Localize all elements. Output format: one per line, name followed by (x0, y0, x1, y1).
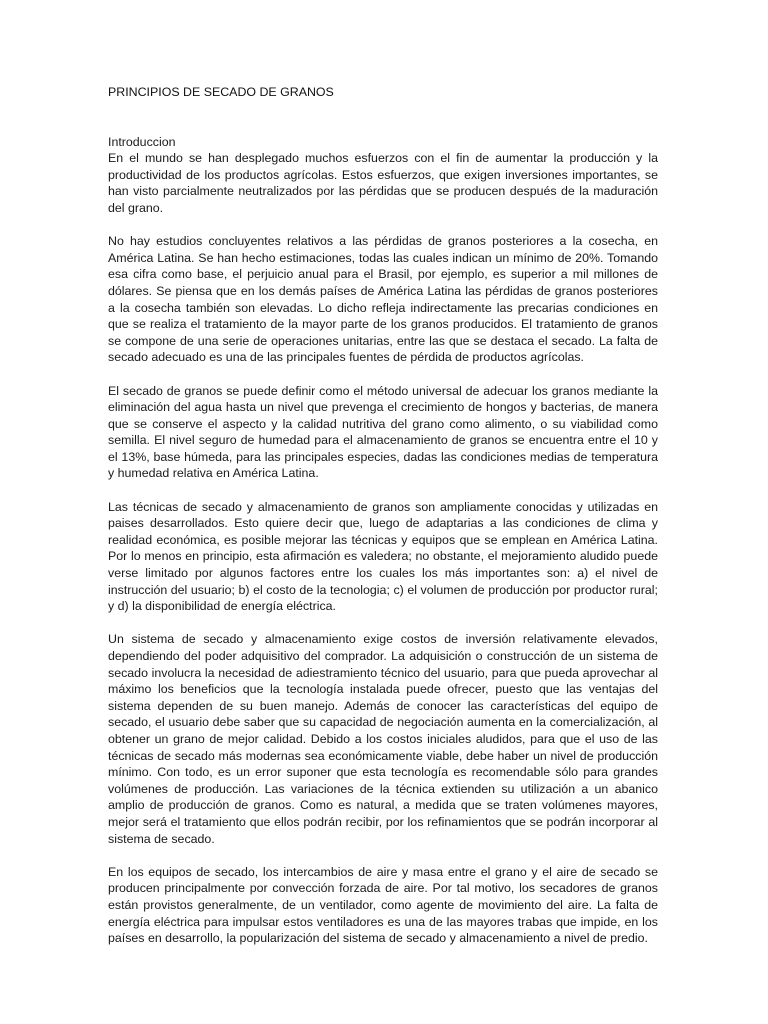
document-title: PRINCIPIOS DE SECADO DE GRANOS (108, 85, 334, 99)
paragraph-1: En el mundo se han desplegado muchos esfuerzos con el fin de aumentar la producción y la productividad de los productos agrícolas. Estos esfuerzos, que exigen inversiones importantes, se han visto parcialmente neutralizados por las pérdidas que se producen después de la maduración del grano. (108, 151, 658, 215)
paragraph-5: Un sistema de secado y almacenamiento exige costos de inversión relativamente elevados, dependiendo del poder adquisitivo del comprador. La adquisición o construcción de un sistema de secado involucra la necesidad de adiestramiento técnico del usuario, para que pueda aprovechar al máximo los beneficios que la tecnología instalada puede ofrecer, puesto que las ventajas del sistema dependen de su buen manejo. Además de conocer las características del equipo de secado, el usuario debe saber que su capacidad de negociación aumenta en la comercialización, al obtener un grano de mejor calidad. Debido a los costos iniciales aludidos, para que el uso de las técnicas de secado más modernas sea económicamente viable, debe haber un nivel de producción mínimo. Con todo, es un error suponer que esta tecnología es recomendable sólo para grandes volúmenes de producción. Las variaciones de la técnica extienden su utilización a un abanico amplio de producción de granos. Como es natural, a medida que se traten volúmenes mayores, mejor será el tratamiento que ellos podrán recibir, por los refinamientos que se podrán incorporar al sistema de secado. (108, 632, 658, 846)
paragraph-6: En los equipos de secado, los intercambios de aire y masa entre el grano y el aire de secado se producen principalmente por convección forzada de aire. Por tal motivo, los secadores de granos están provistos generalmente, de un ventilador, como agente de movimiento del aire. La falta de energía eléctrica para impulsar estos ventiladores es una de las mayores trabas que impide, en los países en desarrollo, la popularización del sistema de secado y almacenamiento a nivel de predio. (108, 864, 658, 946)
paragraph-4: Las técnicas de secado y almacenamiento de granos son ampliamente conocidas y utilizadas en paises desarrollados. Esto quiere decir que, luego de adaptarias a las condiciones de clima y realidad económica, es posible mejorar las técnicas y equipos que se emplean en América Latina. Por lo menos en principio, esta afirmación es valedera; no obstante, el mejoramiento aludido puede verse limitado por algunos factores entre los cuales los más importantes son: a) el nivel de instrucción del usuario; b) el costo de la tecnologia; c) el volumen de producción por productor rural; y d) la disponibilidad de energía eléctrica. (108, 499, 658, 614)
paragraph-3: El secado de granos se puede definir como el método universal de adecuar los granos mediante la eliminación del agua hasta un nivel que prevenga el crecimiento de hongos y bacterias, de manera que se conserve el aspecto y la calidad nutritiva del grano como alimento, o su viabilidad como semilla. El nivel seguro de humedad para el almacenamiento de granos se encuentra entre el 10 y el 13%, base húmeda, para las principales especies, dadas las condiciones medias de temperatura y humedad relativa en América Latina. (108, 383, 658, 481)
document-body (108, 84, 658, 947)
section-heading: Introduccion (108, 134, 176, 149)
paragraph-2: No hay estudios concluyentes relativos a las pérdidas de granos posteriores a la cosecha, en América Latina. Se han hecho estimaciones, todas las cuales indican un mínimo de 20%. Tomando esa cifra como base, el perjuicio anual para el Brasil, por ejemplo, es superior a mil millones de dólares. Se piensa que en los demás países de América Latina las pérdidas de granos posteriores a la cosecha también son elevadas. Lo dicho refleja indirectamente las precarias condiciones en que se realiza el tratamiento de la mayor parte de los granos producidos. El tratamiento de granos se compone de una serie de operaciones unitarias, entre las que se destaca el secado. La falta de secado adecuado es una de las principales fuentes de pérdida de productos agrícolas. (108, 234, 658, 365)
